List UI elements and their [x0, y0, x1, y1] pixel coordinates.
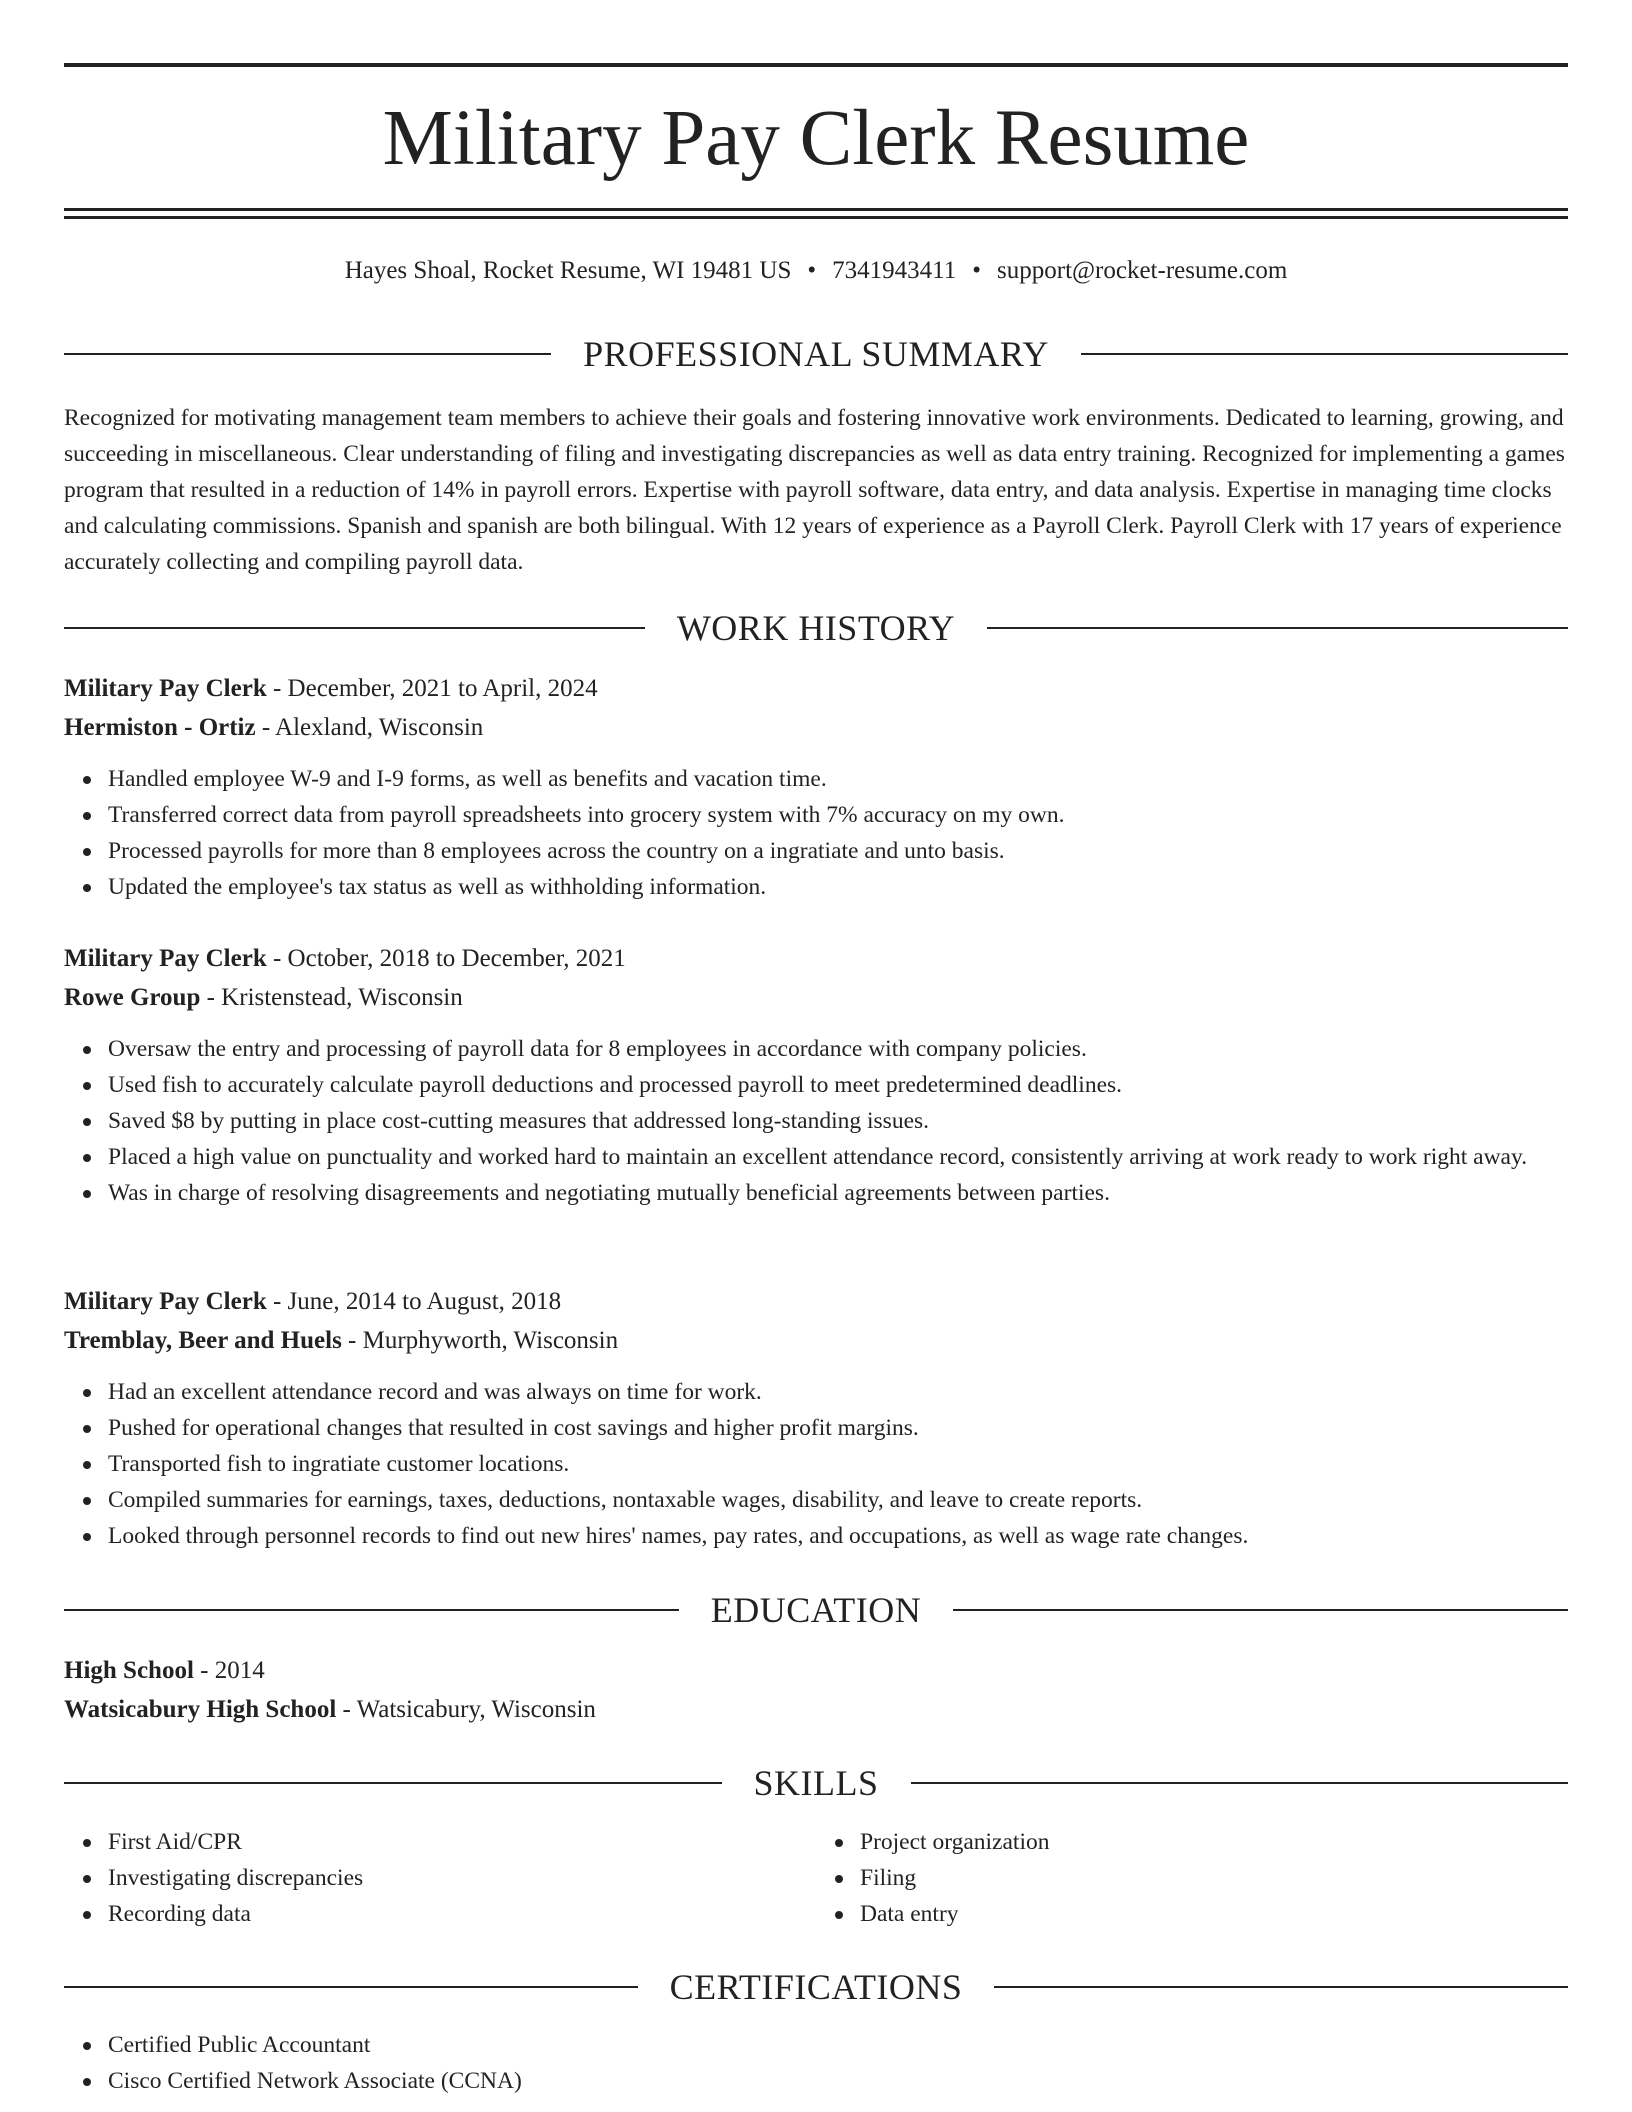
job-location: - Murphyworth, Wisconsin	[341, 1326, 619, 1354]
contact-separator: •	[807, 257, 817, 284]
job-title: Military Pay Clerk	[64, 675, 267, 702]
section-title: WORK HISTORY	[676, 608, 956, 648]
page-title: Military Pay Clerk Resume	[382, 95, 1250, 182]
job-company-line	[64, 979, 1568, 1018]
education-entry	[64, 1652, 1568, 1729]
list-item: Was in charge of resolving disagreements and negotiating mutually beneficial agreements between parties.	[108, 1175, 1568, 1211]
job-title-line	[64, 940, 1568, 979]
list-item: Project organization	[860, 1824, 1568, 1860]
job-entry	[64, 1283, 1568, 1554]
list-item: Used fish to accurately calculate payroll deductions and processed payroll to meet predetermined deadlines.	[108, 1067, 1568, 1103]
job-entry	[64, 940, 1568, 1211]
certifications-list	[64, 2027, 1568, 2099]
heading-rule	[64, 353, 551, 355]
list-item: Saved $8 by putting in place cost-cutting measures that addressed long-standing issues.	[108, 1103, 1568, 1139]
title-rule-upper	[64, 208, 1568, 211]
list-item: Filing	[860, 1860, 1568, 1896]
education-location: - Watsicabury, Wisconsin	[336, 1695, 596, 1723]
job-title: Military Pay Clerk	[64, 1288, 267, 1315]
heading-rule	[987, 627, 1568, 629]
section-heading-work-history	[64, 606, 1568, 650]
section-title: SKILLS	[753, 1763, 879, 1803]
list-item: Handled employee W-9 and I-9 forms, as well as benefits and vacation time.	[108, 761, 1568, 797]
heading-rule	[911, 1782, 1569, 1784]
education-degree: High School	[64, 1657, 194, 1684]
heading-rule	[64, 1986, 638, 1988]
job-company-line	[64, 1322, 1568, 1361]
job-dates: - October, 2018 to December, 2021	[266, 945, 626, 972]
contact-separator: •	[972, 257, 982, 284]
job-location: - Kristenstead, Wisconsin	[200, 983, 463, 1011]
list-item: Updated the employee's tax status as well as withholding information.	[108, 869, 1568, 905]
contact-line	[64, 253, 1568, 289]
heading-rule	[953, 1609, 1568, 1611]
list-item: Transferred correct data from payroll spreadsheets into grocery system with 7% accuracy on my own.	[108, 797, 1568, 833]
certifications-entry	[64, 2027, 1568, 2099]
top-rule	[64, 63, 1568, 67]
education-year: - 2014	[193, 1657, 265, 1684]
list-item: Pushed for operational changes that resulted in cost savings and higher profit margins.	[108, 1410, 1568, 1446]
job-title-line	[64, 1283, 1568, 1322]
job-bullets	[64, 1374, 1568, 1554]
skills-columns	[64, 1824, 1568, 1932]
summary-text: Recognized for motivating management team members to achieve their goals and fostering innovative work environments. Dedicated to learning, growing, and succeeding in miscellaneous. Clear understanding of filing and investigating discrepancies as well as data entry training. Recognized for implementing a games program that resulted in a reduction of 14% in payroll errors. Expertise with payroll software, data entry, and data analysis. Expertise in managing time clocks and calculating commissions. Spanish and spanish are both bilingual. With 12 years of experience as a Payroll Clerk. Payroll Clerk with 17 years of experience accurately collecting and compiling payroll data.	[64, 405, 1565, 575]
job-company: Hermiston - Ortiz	[64, 713, 256, 741]
title-rule-lower	[64, 216, 1568, 219]
education-school: Watsicabury High School	[64, 1695, 337, 1723]
list-item: Placed a high value on punctuality and worked hard to maintain an excellent attendance record, consistently arriving at work ready to work right away.	[108, 1139, 1568, 1175]
job-dates: - June, 2014 to August, 2018	[266, 1288, 562, 1315]
education-degree-line	[64, 1652, 1568, 1691]
skills-list-right	[816, 1824, 1568, 1932]
heading-rule	[64, 627, 645, 629]
section-heading-certifications	[64, 1965, 1568, 2009]
job-company-line	[64, 709, 1568, 748]
job-bullets	[64, 761, 1568, 905]
heading-rule	[994, 1986, 1568, 1988]
section-title: CERTIFICATIONS	[669, 1967, 963, 2007]
education-school-line	[64, 1691, 1568, 1730]
contact-phone: 7341943411	[832, 257, 957, 284]
heading-rule	[64, 1782, 722, 1784]
list-item: First Aid/CPR	[108, 1824, 816, 1860]
list-item: Certified Public Accountant	[108, 2027, 1568, 2063]
job-bullets	[64, 1031, 1568, 1211]
list-item: Investigating discrepancies	[108, 1860, 816, 1896]
list-item: Compiled summaries for earnings, taxes, deductions, nontaxable wages, disability, and leave to create reports.	[108, 1482, 1568, 1518]
list-item: Looked through personnel records to find out new hires' names, pay rates, and occupations, as well as wage rate changes.	[108, 1518, 1568, 1554]
contact-address: Hayes Shoal, Rocket Resume, WI 19481 US	[344, 257, 792, 284]
contact-email: support@rocket-resume.com	[997, 257, 1288, 284]
list-item: Had an excellent attendance record and was always on time for work.	[108, 1374, 1568, 1410]
job-title-line	[64, 670, 1568, 709]
skills-list-left	[64, 1824, 816, 1932]
job-company: Tremblay, Beer and Huels	[64, 1326, 342, 1354]
section-heading-skills	[64, 1761, 1568, 1805]
list-item: Recording data	[108, 1896, 816, 1932]
list-item: Cisco Certified Network Associate (CCNA)	[108, 2063, 1568, 2099]
list-item: Oversaw the entry and processing of payroll data for 8 employees in accordance with company policies.	[108, 1031, 1568, 1067]
section-heading-education	[64, 1588, 1568, 1632]
section-title: EDUCATION	[710, 1590, 922, 1630]
section-heading-summary	[64, 332, 1568, 376]
job-location: - Alexland, Wisconsin	[255, 713, 484, 741]
section-title: PROFESSIONAL SUMMARY	[583, 334, 1049, 374]
job-dates: - December, 2021 to April, 2024	[266, 675, 598, 702]
list-item: Data entry	[860, 1896, 1568, 1932]
job-title: Military Pay Clerk	[64, 945, 267, 972]
list-item: Transported fish to ingratiate customer locations.	[108, 1446, 1568, 1482]
heading-rule	[64, 1609, 679, 1611]
job-entry	[64, 670, 1568, 905]
job-company: Rowe Group	[64, 983, 201, 1011]
list-item: Processed payrolls for more than 8 employees across the country on a ingratiate and unto basis.	[108, 833, 1568, 869]
heading-rule	[1081, 353, 1568, 355]
